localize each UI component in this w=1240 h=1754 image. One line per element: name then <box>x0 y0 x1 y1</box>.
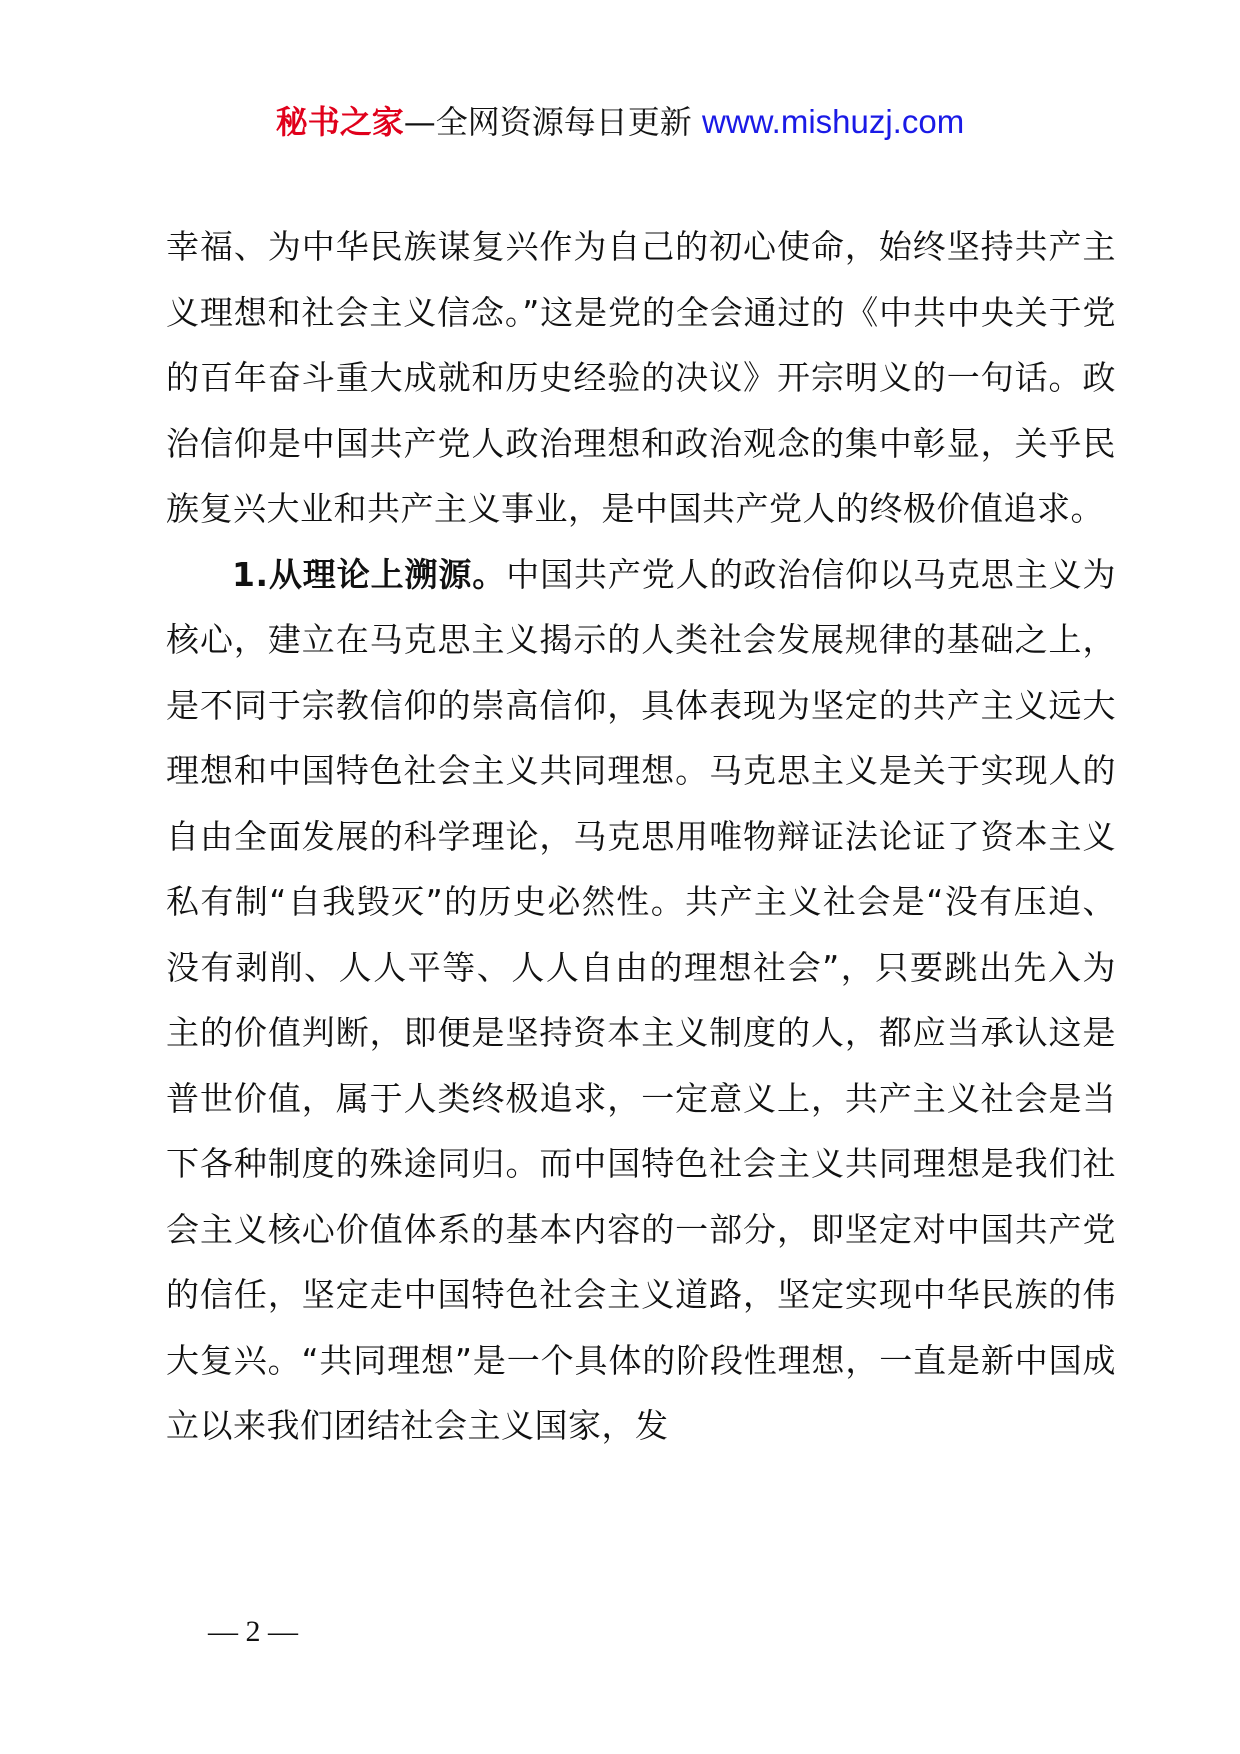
site-url-link[interactable]: www.mishuzj.com <box>701 103 965 140</box>
section-heading: 1.从理论上溯源。 <box>232 554 507 594</box>
paragraph-text: 中国共产党人的政治信仰以马克思主义为核心，建立在马克思主义揭示的人类社会发展规律的基础之上，是不同于宗教信仰的崇高信仰，具体表现为坚定的共产主义远大理想和中国特色社会主义共同理想。马克思主义是关于实现人的自由全面发展的科学理论，马克思用唯物辩证法论证了资本主义私有制“自我毁灭”的历史必然性。共产主义社会是“没有压迫、没有剥削、人人平等、人人自由的理想社会”，只要跳出先入为主的价值判断，即便是坚持资本主义制度的人，都应当承认这是普世价值，属于人类终极追求，一定意义上，共产主义社会是当下各种制度的殊途同归。而中国特色社会主义共同理想是我们社会主义核心价值体系的基本内容的一部分，即坚定对中国共产党的信任，坚定走中国特色社会主义道路，坚定实现中华民族的伟大复兴。“共同理想”是一个具体的阶段性理想，一直是新中国成立以来我们团结社会主义国家，发 <box>166 554 1117 1445</box>
site-slogan: —全网资源每日更新 <box>403 103 692 141</box>
paragraph-theory-origin <box>166 542 1116 1459</box>
site-brand: 秘书之家 <box>275 103 404 141</box>
document-body <box>166 214 1116 1459</box>
site-header <box>0 98 1240 146</box>
paragraph-continuation: 幸福、为中华民族谋复兴作为自己的初心使命，始终坚持共产主义理想和社会主义信念。”这是党的全会通过的《中共中央关于党的百年奋斗重大成就和历史经验的决议》开宗明义的一句话。政治信仰是中国共产党人政治理想和政治观念的集中彰显，关乎民族复兴大业和共产主义事业，是中国共产党人的终极价值追求。 <box>166 227 1116 528</box>
page-number: — 2 — <box>208 1615 298 1648</box>
